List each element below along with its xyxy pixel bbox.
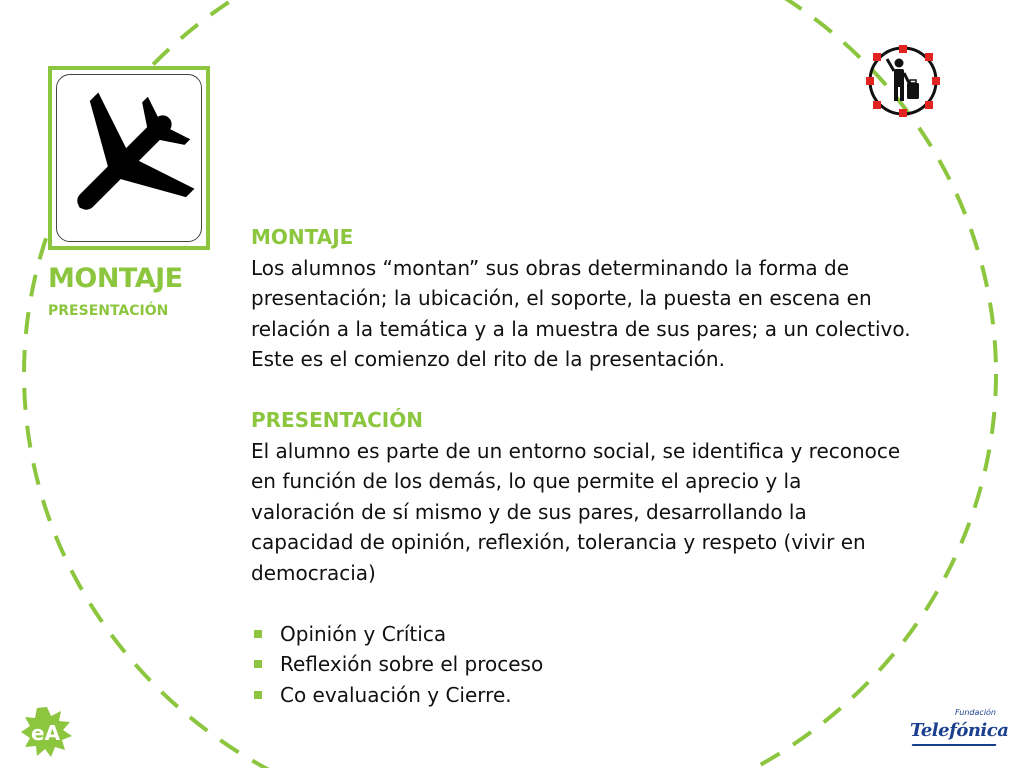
ea-logo-icon (18, 704, 76, 760)
presentacion-paragraph: El alumno es parte de un entorno social, se identifica y reconoce en función de los demás, lo que permite el aprecio y la valoración de sí mismo y de sus pares, desarrollando la capacidad de opinión, reflexión, tolerancia y respeto (vivir en democracia) (251, 438, 901, 585)
bullet-text: Opinión y Crítica (280, 621, 447, 646)
svg-text:eA: eA (31, 721, 61, 745)
square-bullet-icon (254, 630, 262, 638)
presentacion-heading: PRESENTACIÓN (251, 408, 423, 432)
montaje-heading: MONTAJE (251, 225, 354, 249)
telefonica-wordmark: Telefónica (910, 720, 1009, 741)
spacer (251, 375, 911, 406)
airplane-icon-box (56, 74, 202, 242)
person-luggage-icon (863, 43, 943, 119)
telefonica-underline (912, 744, 997, 746)
montaje-paragraph-2: Este es el comienzo del rito de la presentación. (251, 347, 725, 371)
bullet-item (251, 680, 911, 711)
sidebar-title: MONTAJE (48, 263, 183, 294)
bullet-text: Reflexión sobre el proceso (280, 652, 544, 676)
bullet-item (251, 619, 911, 650)
spacer (251, 588, 911, 619)
montaje-paragraph: Los alumnos “montan” sus obras determinando la forma de presentación; la ubicación, el soporte, la puesta en escena en relación a la temática y a la muestra de sus pares; a un colectivo. (251, 255, 911, 341)
square-bullet-icon (254, 691, 262, 699)
square-bullet-icon (254, 660, 262, 668)
sidebar-subtitle: PRESENTACIÓN (48, 303, 169, 319)
airplane-icon (57, 75, 200, 240)
telefonica-logo (906, 706, 1009, 752)
fundacion-label: Fundación (955, 708, 996, 717)
main-content (251, 222, 911, 710)
bullet-list (251, 619, 911, 711)
airplane-icon-frame (48, 66, 210, 250)
bullet-item (251, 649, 911, 680)
bullet-text: Co evaluación y Cierre. (280, 682, 512, 707)
